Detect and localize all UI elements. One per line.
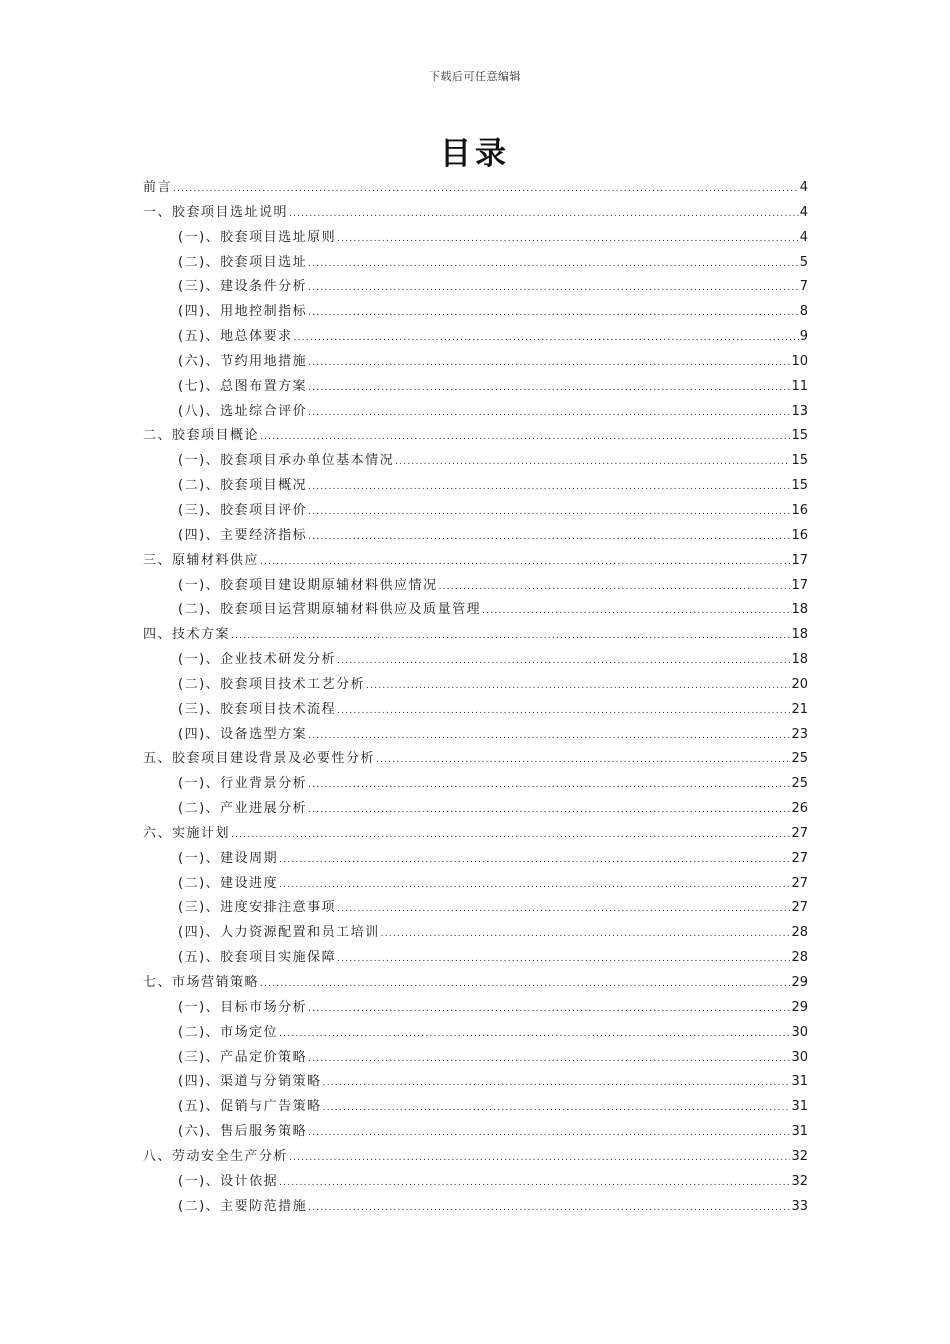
toc-entry-page: 28 bbox=[791, 925, 808, 941]
toc-entry-page: 15 bbox=[791, 428, 808, 444]
toc-entry-page: 30 bbox=[791, 1024, 808, 1040]
toc-dot-leader bbox=[308, 724, 790, 749]
toc-entry-label: (一)、胶套项目选址原则 bbox=[178, 229, 337, 245]
toc-entry-page: 31 bbox=[791, 1074, 808, 1090]
toc-entry-label: (四)、用地控制指标 bbox=[178, 304, 308, 320]
toc-entry-page: 20 bbox=[791, 676, 808, 692]
toc-entry[interactable] bbox=[143, 1095, 808, 1120]
toc-entry-label: 八、劳动安全生产分析 bbox=[143, 1148, 289, 1164]
toc-entry[interactable] bbox=[143, 847, 808, 872]
toc-entry[interactable] bbox=[143, 648, 808, 673]
toc-entry-page: 7 bbox=[799, 279, 808, 295]
toc-entry-label: (一)、胶套项目建设期原辅材料供应情况 bbox=[178, 577, 438, 593]
toc-entry[interactable] bbox=[143, 375, 808, 400]
toc-entry-label: (六)、售后服务策略 bbox=[178, 1124, 308, 1140]
toc-entry[interactable] bbox=[143, 549, 808, 574]
toc-entry[interactable] bbox=[143, 325, 808, 350]
toc-dot-leader bbox=[308, 1121, 790, 1146]
toc-entry-label: (一)、设计依据 bbox=[178, 1173, 279, 1189]
toc-entry-page: 17 bbox=[791, 552, 808, 568]
toc-entry[interactable] bbox=[143, 350, 808, 375]
toc-dot-leader bbox=[308, 525, 790, 550]
toc-entry-label: (二)、主要防范措施 bbox=[178, 1198, 308, 1214]
toc-entry[interactable] bbox=[143, 747, 808, 772]
toc-entry[interactable] bbox=[143, 1021, 808, 1046]
toc-entry-page: 25 bbox=[791, 751, 808, 767]
table-of-contents bbox=[143, 176, 808, 1219]
toc-dot-leader bbox=[308, 997, 790, 1022]
toc-entry-page: 16 bbox=[791, 502, 808, 518]
toc-entry[interactable] bbox=[143, 797, 808, 822]
toc-dot-leader bbox=[308, 500, 790, 525]
toc-entry-page: 8 bbox=[799, 304, 808, 320]
toc-dot-leader bbox=[260, 972, 790, 997]
toc-entry[interactable] bbox=[143, 1120, 808, 1145]
toc-dot-leader bbox=[279, 848, 790, 873]
toc-entry[interactable] bbox=[143, 673, 808, 698]
toc-entry[interactable] bbox=[143, 275, 808, 300]
toc-entry-page: 5 bbox=[799, 254, 808, 270]
toc-entry[interactable] bbox=[143, 598, 808, 623]
toc-entry-label: (三)、胶套项目评价 bbox=[178, 502, 308, 518]
toc-entry-label: (四)、主要经济指标 bbox=[178, 527, 308, 543]
toc-entry[interactable] bbox=[143, 896, 808, 921]
toc-entry-page: 9 bbox=[799, 329, 808, 345]
toc-entry-page: 32 bbox=[791, 1173, 808, 1189]
toc-entry-page: 31 bbox=[791, 1124, 808, 1140]
toc-entry-label: (二)、建设进度 bbox=[178, 875, 279, 891]
toc-entry-label: (四)、设备选型方案 bbox=[178, 726, 308, 742]
toc-entry-label: (三)、建设条件分析 bbox=[178, 279, 308, 295]
toc-entry[interactable] bbox=[143, 300, 808, 325]
toc-entry[interactable] bbox=[143, 1046, 808, 1071]
toc-dot-leader bbox=[308, 376, 790, 401]
toc-dot-leader bbox=[308, 252, 799, 277]
toc-entry-page: 27 bbox=[791, 875, 808, 891]
toc-dot-leader bbox=[337, 699, 790, 724]
toc-entry-page: 18 bbox=[791, 602, 808, 618]
toc-entry-page: 15 bbox=[791, 453, 808, 469]
toc-entry-page: 18 bbox=[791, 627, 808, 643]
toc-entry-label: (一)、行业背景分析 bbox=[178, 776, 308, 792]
toc-entry[interactable] bbox=[143, 772, 808, 797]
toc-entry-label: 五、胶套项目建设背景及必要性分析 bbox=[143, 751, 376, 767]
toc-entry-page: 27 bbox=[791, 850, 808, 866]
toc-entry-label: (一)、胶套项目承办单位基本情况 bbox=[178, 453, 395, 469]
toc-entry-label: (七)、总图布置方案 bbox=[178, 378, 308, 394]
toc-entry-label: (三)、进度安排注意事项 bbox=[178, 900, 337, 916]
toc-entry-page: 27 bbox=[791, 825, 808, 841]
toc-entry-page: 29 bbox=[791, 999, 808, 1015]
toc-dot-leader bbox=[366, 674, 790, 699]
toc-dot-leader bbox=[279, 1022, 790, 1047]
toc-entry[interactable] bbox=[143, 499, 808, 524]
toc-entry-label: 六、实施计划 bbox=[143, 825, 231, 841]
toc-dot-leader bbox=[376, 748, 790, 773]
toc-entry-page: 13 bbox=[791, 403, 808, 419]
toc-dot-leader bbox=[308, 773, 790, 798]
toc-entry-page: 23 bbox=[791, 726, 808, 742]
toc-dot-leader bbox=[482, 599, 790, 624]
toc-dot-leader bbox=[323, 1096, 791, 1121]
toc-entry[interactable] bbox=[143, 474, 808, 499]
toc-entry-page: 10 bbox=[791, 353, 808, 369]
toc-entry[interactable] bbox=[143, 400, 808, 425]
toc-entry-page: 11 bbox=[791, 378, 808, 394]
toc-entry-page: 16 bbox=[791, 527, 808, 543]
toc-entry-page: 33 bbox=[791, 1198, 808, 1214]
toc-entry[interactable] bbox=[143, 623, 808, 648]
toc-entry[interactable] bbox=[143, 1170, 808, 1195]
toc-entry[interactable] bbox=[143, 971, 808, 996]
toc-entry-page: 17 bbox=[791, 577, 808, 593]
toc-entry-page: 26 bbox=[791, 801, 808, 817]
toc-entry-label: (三)、胶套项目技术流程 bbox=[178, 701, 337, 717]
toc-entry-page: 18 bbox=[791, 652, 808, 668]
toc-entry[interactable] bbox=[143, 921, 808, 946]
toc-entry-page: 31 bbox=[791, 1099, 808, 1115]
toc-entry-label: 二、胶套项目概论 bbox=[143, 428, 260, 444]
toc-dot-leader bbox=[308, 475, 790, 500]
toc-entry-label: (五)、胶套项目实施保障 bbox=[178, 950, 337, 966]
toc-entry-page: 4 bbox=[799, 204, 808, 220]
toc-dot-leader bbox=[337, 947, 790, 972]
toc-entry-label: (五)、促销与广告策略 bbox=[178, 1099, 322, 1115]
toc-dot-leader bbox=[308, 351, 790, 376]
toc-entry[interactable] bbox=[143, 524, 808, 549]
toc-dot-leader bbox=[308, 1047, 790, 1072]
toc-entry-label: 一、胶套项目选址说明 bbox=[143, 204, 289, 220]
toc-entry-page: 27 bbox=[791, 900, 808, 916]
toc-dot-leader bbox=[439, 575, 791, 600]
toc-entry-label: (四)、人力资源配置和员工培训 bbox=[178, 925, 380, 941]
toc-entry-label: 三、原辅材料供应 bbox=[143, 552, 260, 568]
toc-entry-page: 4 bbox=[799, 180, 808, 195]
toc-entry[interactable] bbox=[143, 1145, 808, 1170]
toc-dot-leader bbox=[308, 798, 790, 823]
toc-entry-label: (四)、渠道与分销策略 bbox=[178, 1074, 322, 1090]
toc-entry-label: (五)、地总体要求 bbox=[178, 329, 293, 345]
toc-entry[interactable] bbox=[143, 946, 808, 971]
toc-dot-leader bbox=[260, 425, 790, 450]
toc-dot-leader bbox=[308, 276, 799, 301]
toc-dot-leader bbox=[260, 550, 790, 575]
toc-entry-label: (二)、胶套项目选址 bbox=[178, 254, 308, 270]
toc-dot-leader bbox=[395, 450, 790, 475]
toc-entry-page: 29 bbox=[791, 975, 808, 990]
toc-dot-leader bbox=[279, 873, 790, 898]
toc-entry-label: (二)、胶套项目运营期原辅材料供应及质量管理 bbox=[178, 602, 482, 618]
toc-dot-leader bbox=[337, 649, 790, 674]
toc-dot-leader bbox=[231, 823, 790, 848]
toc-dot-leader bbox=[289, 202, 799, 227]
toc-entry-label: (二)、胶套项目技术工艺分析 bbox=[178, 676, 366, 692]
toc-entry-label: (一)、建设周期 bbox=[178, 850, 279, 866]
toc-dot-leader bbox=[294, 326, 799, 351]
toc-entry-label: 前言 bbox=[143, 180, 173, 195]
toc-entry-label: (一)、目标市场分析 bbox=[178, 999, 308, 1015]
toc-entry-label: (三)、产品定价策略 bbox=[178, 1049, 308, 1065]
toc-dot-leader bbox=[337, 897, 790, 922]
toc-dot-leader bbox=[308, 401, 790, 426]
toc-entry[interactable] bbox=[143, 996, 808, 1021]
toc-dot-leader bbox=[289, 1146, 790, 1171]
toc-entry[interactable] bbox=[143, 723, 808, 748]
toc-entry-page: 30 bbox=[791, 1049, 808, 1065]
toc-entry[interactable] bbox=[143, 822, 808, 847]
toc-entry[interactable] bbox=[143, 226, 808, 251]
toc-entry[interactable] bbox=[143, 1070, 808, 1095]
page-title: 目录 bbox=[440, 136, 510, 172]
toc-entry-label: (二)、胶套项目概况 bbox=[178, 478, 308, 494]
toc-entry[interactable] bbox=[143, 574, 808, 599]
header-note: 下载后可任意编辑 bbox=[429, 70, 521, 83]
toc-entry[interactable] bbox=[143, 872, 808, 897]
toc-entry[interactable] bbox=[143, 251, 808, 276]
toc-entry-label: (八)、选址综合评价 bbox=[178, 403, 308, 419]
toc-entry-label: 四、技术方案 bbox=[143, 627, 231, 643]
toc-entry[interactable] bbox=[143, 424, 808, 449]
toc-entry[interactable] bbox=[143, 698, 808, 723]
toc-entry[interactable] bbox=[143, 176, 808, 201]
toc-dot-leader bbox=[308, 1196, 790, 1221]
toc-entry-label: (一)、企业技术研发分析 bbox=[178, 652, 337, 668]
toc-dot-leader bbox=[279, 1171, 790, 1196]
toc-dot-leader bbox=[308, 301, 799, 326]
toc-entry-label: 七、市场营销策略 bbox=[143, 975, 260, 990]
toc-entry[interactable] bbox=[143, 1195, 808, 1220]
toc-entry-label: (二)、市场定位 bbox=[178, 1024, 279, 1040]
toc-entry-page: 15 bbox=[791, 478, 808, 494]
toc-dot-leader bbox=[323, 1071, 791, 1096]
toc-dot-leader bbox=[337, 227, 799, 252]
toc-entry[interactable] bbox=[143, 449, 808, 474]
toc-dot-leader bbox=[381, 922, 791, 947]
toc-entry-page: 4 bbox=[799, 229, 808, 245]
toc-entry-page: 32 bbox=[791, 1148, 808, 1164]
toc-entry-page: 28 bbox=[791, 950, 808, 966]
toc-dot-leader bbox=[231, 624, 790, 649]
toc-entry-label: (六)、节约用地措施 bbox=[178, 353, 308, 369]
toc-entry-page: 21 bbox=[791, 701, 808, 717]
toc-entry-page: 25 bbox=[791, 776, 808, 792]
toc-entry-label: (二)、产业进展分析 bbox=[178, 801, 308, 817]
toc-entry[interactable] bbox=[143, 201, 808, 226]
toc-dot-leader bbox=[173, 177, 799, 202]
